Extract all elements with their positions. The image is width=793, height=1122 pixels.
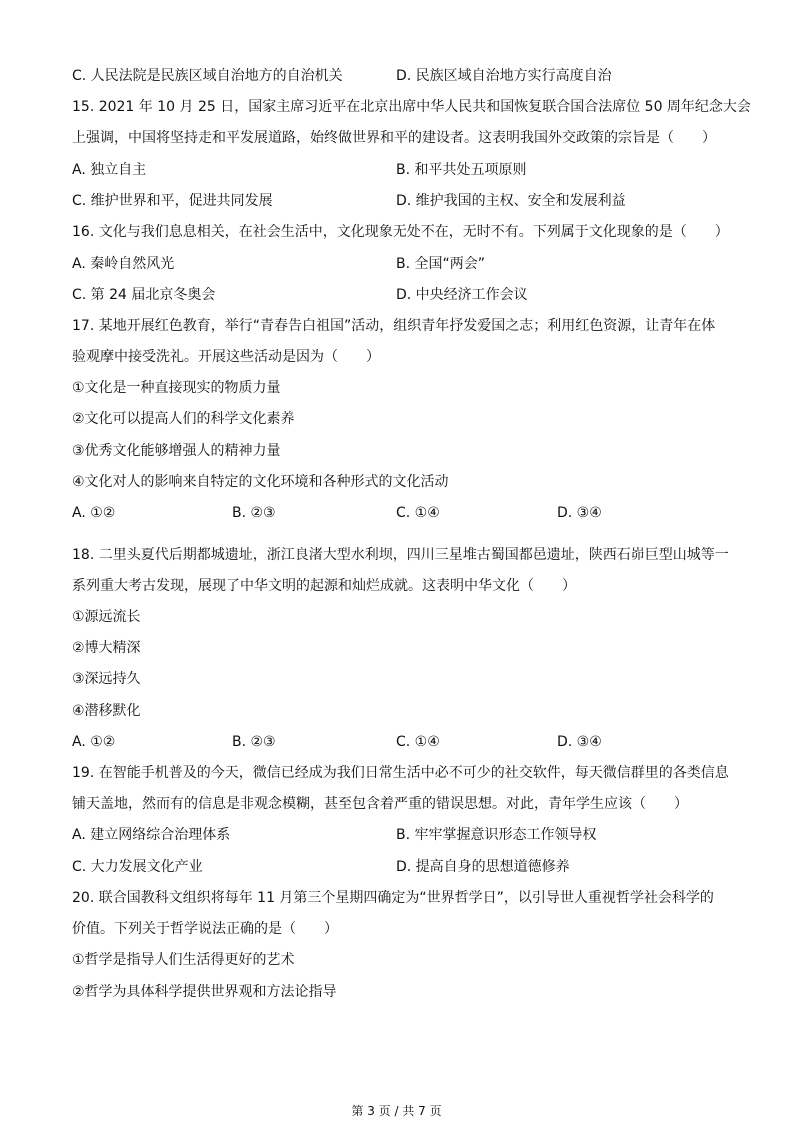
q16-option-c: C. 第 24 届北京冬奥会 bbox=[72, 287, 216, 303]
q19-option-c: C. 大力发展文化产业 bbox=[72, 859, 203, 875]
q18-statement-4: ④潜移默化 bbox=[72, 703, 141, 719]
q14-option-c: C. 人民法院是民族区域自治地方的自治机关 bbox=[72, 68, 343, 84]
q16-option-b: B. 全国“两会” bbox=[396, 256, 486, 272]
q16-option-a: A. 秦岭自然风光 bbox=[72, 256, 175, 272]
page-number-footer: 第 3 页 / 共 7 页 bbox=[351, 1104, 442, 1118]
q16-stem-line-1: 16. 文化与我们息息相关，在社会生活中，文化现象无处不在，无时不有。下列属于文化现象的是（ ） bbox=[72, 224, 729, 240]
q20-stem-line-2: 价值。下列关于哲学说法正确的是（ ） bbox=[72, 921, 338, 937]
q15-stem-line-1: 15. 2021 年 10 月 25 日，国家主席习近平在北京出席中华人民共和国恢复联合国合法席位 50 周年纪念大会 bbox=[72, 99, 751, 115]
q17-option-d: D. ③④ bbox=[557, 505, 602, 521]
q18-option-a: A. ①② bbox=[72, 734, 116, 750]
q17-statement-1: ①文化是一种直接现实的物质力量 bbox=[72, 380, 281, 396]
q17-option-a: A. ①② bbox=[72, 505, 116, 521]
q15-option-a: A. 独立自主 bbox=[72, 162, 147, 178]
q18-stem-line-1: 18. 二里头夏代后期都城遗址，浙江良渚大型水利坝，四川三星堆古蜀国都邑遗址，陕西石峁巨型山城等一 bbox=[72, 547, 729, 563]
q17-stem-line-1: 17. 某地开展红色教育，举行“青春告白祖国”活动，组织青年抒发爱国之志；利用红色资源，让青年在体 bbox=[72, 318, 716, 334]
q15-option-b: B. 和平共处五项原则 bbox=[396, 162, 527, 178]
q19-stem-line-1: 19. 在智能手机普及的今天，微信已经成为我们日常生活中必不可少的社交软件，每天微信群里的各类信息 bbox=[72, 765, 729, 781]
q17-stem-line-2: 验观摩中接受洗礼。开展这些活动是因为（ ） bbox=[72, 349, 380, 365]
q20-statement-1: ①哲学是指导人们生活得更好的艺术 bbox=[72, 952, 295, 968]
q15-option-d: D. 维护我国的主权、安全和发展利益 bbox=[396, 193, 626, 209]
q18-statement-2: ②博大精深 bbox=[72, 640, 141, 656]
q17-statement-4: ④文化对人的影响来自特定的文化环境和各种形式的文化活动 bbox=[72, 474, 449, 490]
q18-statement-1: ①源远流长 bbox=[72, 609, 141, 625]
q19-stem-line-2: 铺天盖地，然而有的信息是非观念模糊，甚至包含着严重的错误思想。对此，青年学生应该（ ） bbox=[72, 796, 688, 812]
q18-stem-line-2: 系列重大考古发现，展现了中华文明的起源和灿烂成就。这表明中华文化（ ） bbox=[72, 578, 576, 594]
q15-option-c: C. 维护世界和平，促进共同发展 bbox=[72, 193, 273, 209]
q19-option-d: D. 提高自身的思想道德修养 bbox=[396, 859, 570, 875]
q17-option-c: C. ①④ bbox=[396, 505, 440, 521]
q15-stem-line-2: 上强调，中国将坚持走和平发展道路，始终做世界和平的建设者。这表明我国外交政策的宗旨是（ ） bbox=[72, 130, 716, 146]
q14-option-d: D. 民族区域自治地方实行高度自治 bbox=[396, 68, 612, 84]
q18-option-b: B. ②③ bbox=[232, 734, 276, 750]
q20-stem-line-1: 20. 联合国教科文组织将每年 11 月第三个星期四确定为“世界哲学日”，以引导世人重视哲学社会科学的 bbox=[72, 890, 714, 906]
q18-option-d: D. ③④ bbox=[557, 734, 602, 750]
q17-statement-2: ②文化可以提高人们的科学文化素养 bbox=[72, 411, 295, 427]
q19-option-a: A. 建立网络综合治理体系 bbox=[72, 827, 231, 843]
q19-option-b: B. 牢牢掌握意识形态工作领导权 bbox=[396, 827, 597, 843]
q17-statement-3: ③优秀文化能够增强人的精神力量 bbox=[72, 443, 281, 459]
q18-option-c: C. ①④ bbox=[396, 734, 440, 750]
q18-statement-3: ③深远持久 bbox=[72, 671, 141, 687]
q16-option-d: D. 中央经济工作会议 bbox=[396, 287, 528, 303]
q17-option-b: B. ②③ bbox=[232, 505, 276, 521]
q20-statement-2: ②哲学为具体科学提供世界观和方法论指导 bbox=[72, 984, 337, 1000]
